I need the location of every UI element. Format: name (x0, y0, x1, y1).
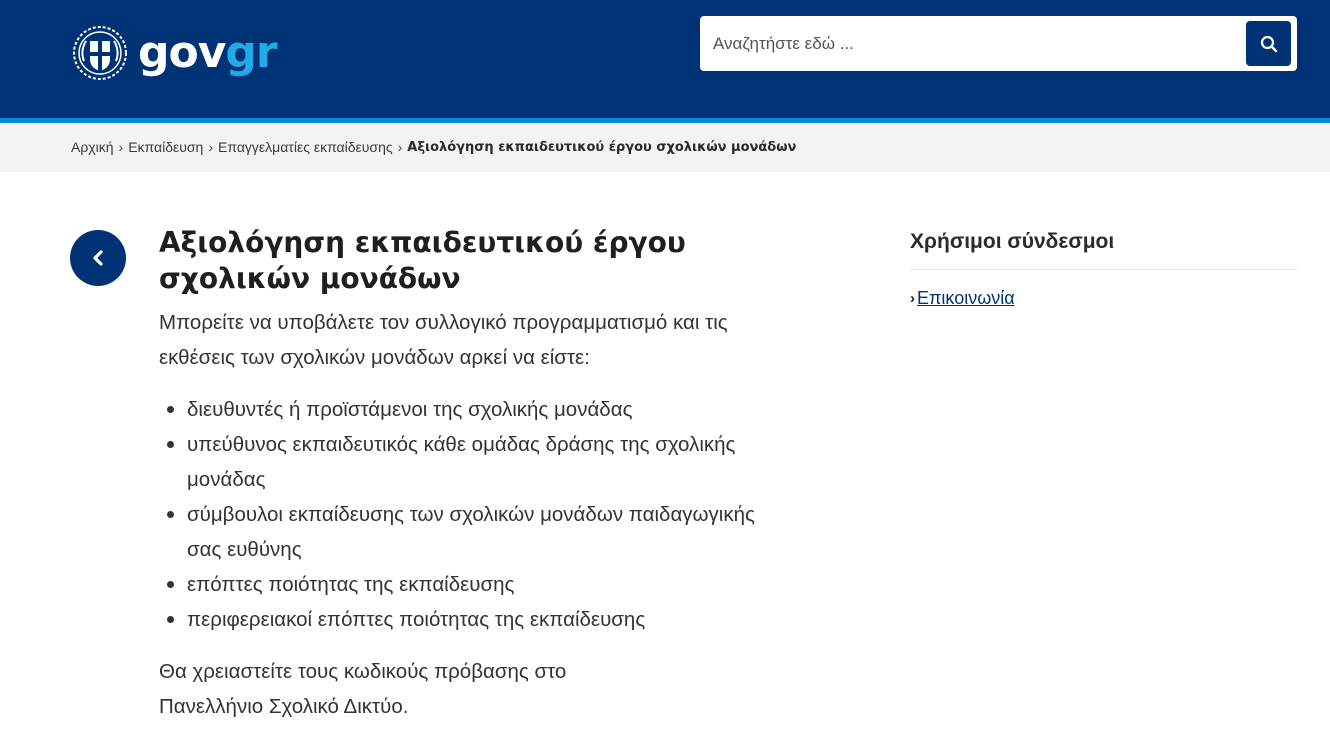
breadcrumb-separator: › (397, 139, 403, 155)
breadcrumb-home[interactable]: Αρχική (71, 139, 114, 155)
list-item: υπεύθυνος εκπαιδευτικός κάθε ομάδας δράσης της σχολικής μονάδας (159, 427, 779, 497)
breadcrumb (71, 139, 796, 155)
search-box (700, 16, 1297, 71)
search-input[interactable] (700, 16, 1240, 71)
logo-wordmark (138, 27, 277, 78)
search-icon (1260, 35, 1278, 53)
breadcrumb-education[interactable]: Εκπαίδευση (128, 139, 204, 155)
page-title (159, 225, 799, 297)
sidebar-link-item (910, 288, 1297, 309)
search-button[interactable] (1246, 21, 1291, 66)
sidebar-title: Χρήσιμοι σύνδεσμοι (910, 225, 1297, 270)
breadcrumb-separator: › (118, 139, 124, 155)
site-header (0, 0, 1330, 118)
useful-links-sidebar (910, 225, 1297, 309)
list-item: επόπτες ποιότητας της εκπαίδευσης (159, 567, 779, 602)
breadcrumb-education-professionals[interactable]: Επαγγελματίες εκπαίδευσης (218, 139, 393, 155)
logo-text-gr: gr (225, 27, 277, 78)
greek-coat-of-arms-icon (72, 25, 128, 81)
breadcrumb-separator: › (208, 139, 214, 155)
chevron-left-icon (91, 249, 105, 267)
list-item: σύμβουλοι εκπαίδευσης των σχολικών μονάδων παιδαγωγικής σας ευθύνης (159, 497, 779, 567)
breadcrumb-bar (0, 123, 1330, 172)
outro-paragraph: Θα χρειαστείτε τους κωδικούς πρόβασης στο Πανελλήνιο Σχολικό Δικτύο. (159, 660, 567, 718)
contact-link[interactable]: Επικοινωνία (917, 288, 1015, 308)
breadcrumb-current: Αξιολόγηση εκπαιδευτικού έργου σχολικών μονάδων (407, 139, 797, 155)
page-title-line-2: σχολικών μονάδων (159, 262, 461, 295)
back-button[interactable] (70, 230, 126, 286)
logo-text-gov: gov (138, 27, 226, 78)
requirements-list (159, 392, 779, 637)
page-title-line-1: Αξιολόγηση εκπαιδευτικού έργου (159, 226, 686, 259)
list-item: διευθυντές ή προϊστάμενοι της σχολικής μονάδας (159, 392, 779, 427)
main-content (159, 225, 799, 724)
govgr-logo[interactable] (72, 24, 277, 82)
intro-paragraph: Μπορείτε να υποβάλετε τον συλλογικό προγραμματισμό και τις εκθέσεις των σχολικών μονάδων αρκεί να είστε: (159, 311, 728, 369)
chevron-right-icon: › (910, 290, 915, 307)
list-item: περιφερειακοί επόπτες ποιότητας της εκπαίδευσης (159, 602, 779, 637)
